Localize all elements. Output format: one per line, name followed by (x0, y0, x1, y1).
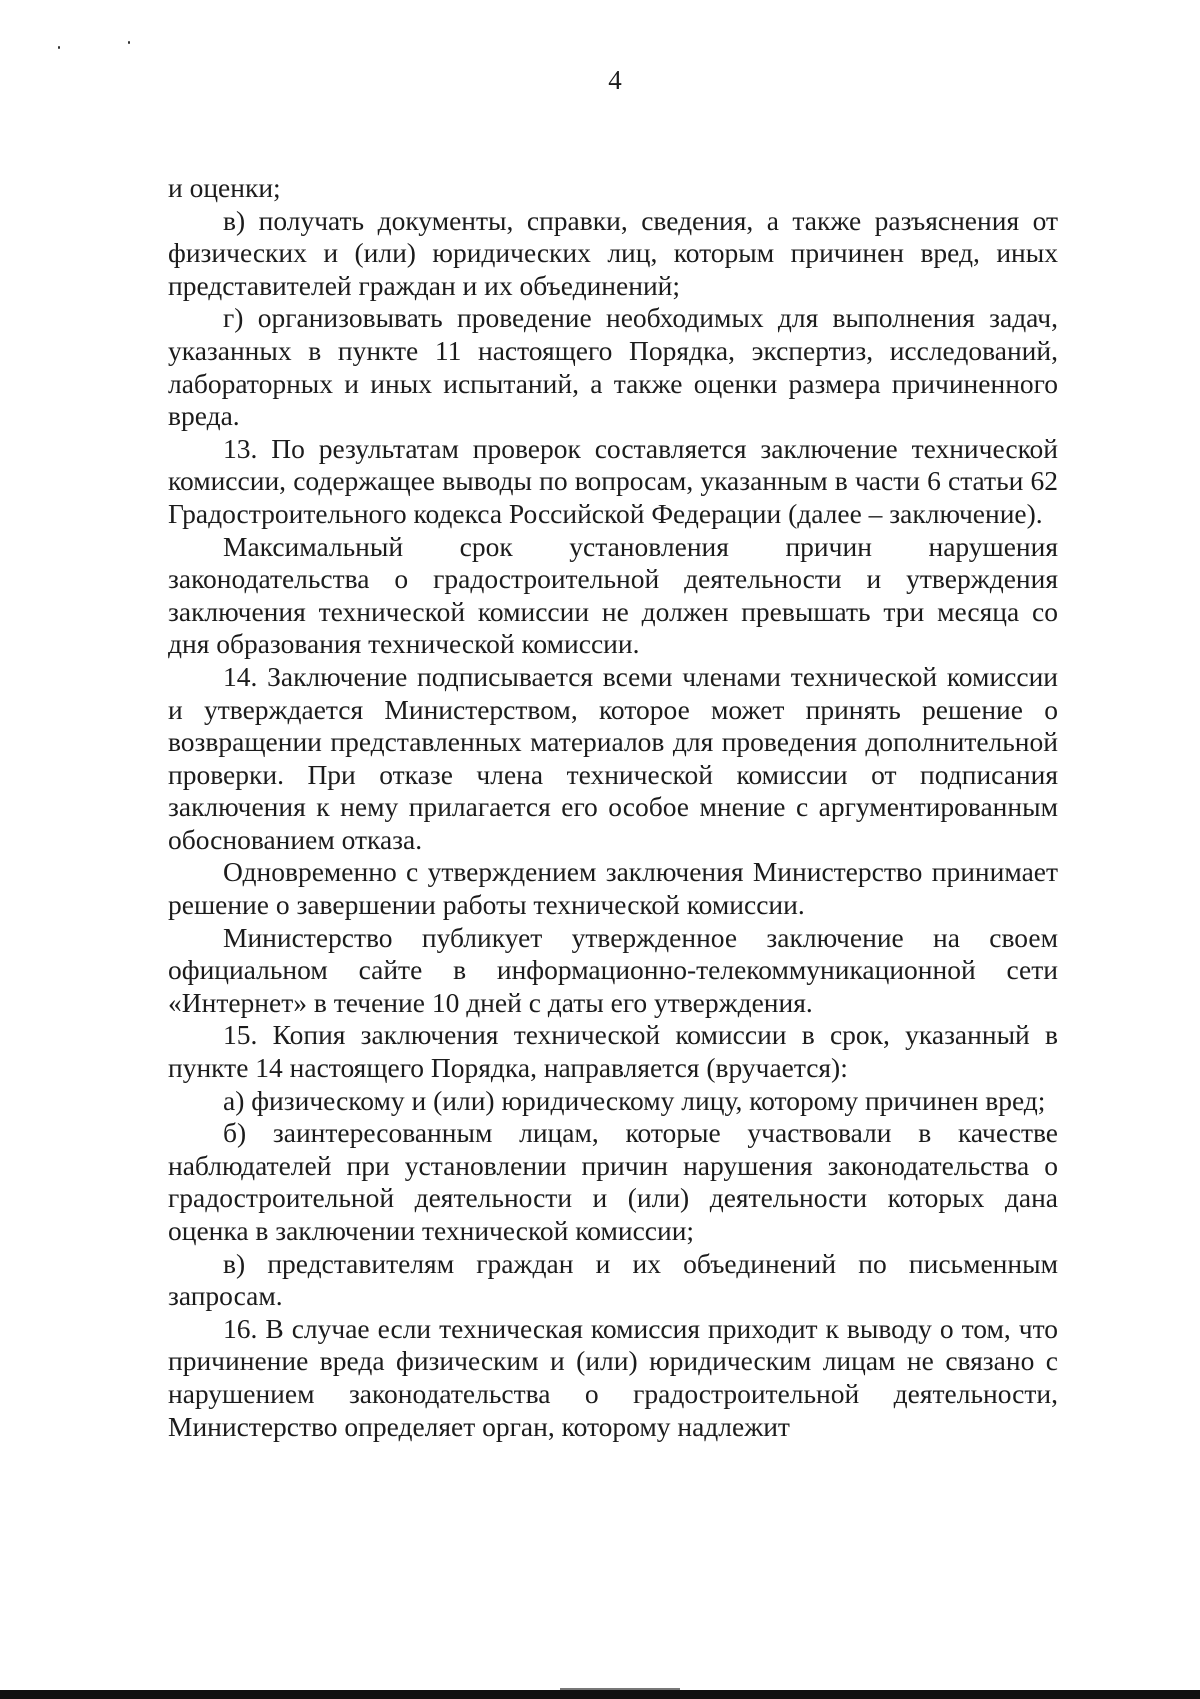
paragraph-item-a: а) физическому и (или) юридическому лицу, которому причинен вред; (223, 1084, 1046, 1116)
paragraph-item-g: г) организовывать проведение необходимых для выполнения задач, указанных в пункте 11 настоящего Порядка, экспертиз, исследований, лабораторных и иных испытаний, а также оценки размера причиненного вреда. (168, 302, 1058, 432)
paragraph-item-b: б) заинтересованным лицам, которые участвовали в качестве наблюдателей при установлении причин нарушения законодательства о градостроительной деятельности и (или) деятельности которых дана оценка в заключении технической комиссии; (168, 1117, 1058, 1246)
paragraph-continuation: и оценки; (168, 172, 281, 203)
paragraph-max-term: Максимальный срок установления причин нарушения законодательства о градостроительной деятельности и утверждения заключения технической комиссии не должен превышать три месяца со дня образования технической комиссии. (168, 530, 1058, 660)
scan-speck (128, 41, 130, 44)
paragraph-publication: Министерство публикует утвержденное заключение на своем официальном сайте в информационно-телекоммуникационной сети «Интернет» в течение 10 дней с даты его утверждения. (168, 921, 1058, 1018)
scan-speck (58, 46, 60, 49)
scan-bottom-edge (0, 1690, 1200, 1699)
paragraph-simultaneous: Одновременно с утверждением заключения Министерство принимает решение о завершении работы технической комиссии. (168, 856, 1058, 921)
paragraph-item-v: в) получать документы, справки, сведения, а также разъяснения от физических и (или) юридических лиц, которым причинен вред, иных представителей граждан и их объединений; (168, 204, 1058, 301)
page-number: 4 (608, 65, 622, 95)
paragraph-14: 14. Заключение подписывается всеми членами технической комиссии и утверждается Министерством, которое может принять решение о возвращении представленных материалов для проведения дополнительной проверки. При отказе члена технической комиссии от подписания заключения к нему прилагается его особое мнение с аргументированным обоснованием отказа. (168, 660, 1058, 855)
paragraph-16: 16. В случае если техническая комиссия приходит к выводу о том, что причинение вреда физическим и (или) юридическим лицам не связано с нарушением законодательства о градостроительной деятельности, Министерство определяет орган, которому надлежит (168, 1312, 1058, 1442)
paragraph-item-v2: в) представителям граждан и их объединений по письменным запросам. (168, 1247, 1058, 1312)
paragraph-13: 13. По результатам проверок составляется заключение технической комиссии, содержащее выводы по вопросам, указанным в части 6 статьи 62 Градостроительного кодекса Российской Федерации (далее – заключение). (168, 432, 1058, 529)
paragraph-15: 15. Копия заключения технической комиссии в срок, указанный в пункте 14 настоящего Порядка, направляется (вручается): (168, 1019, 1058, 1084)
document-body (168, 172, 1058, 1443)
